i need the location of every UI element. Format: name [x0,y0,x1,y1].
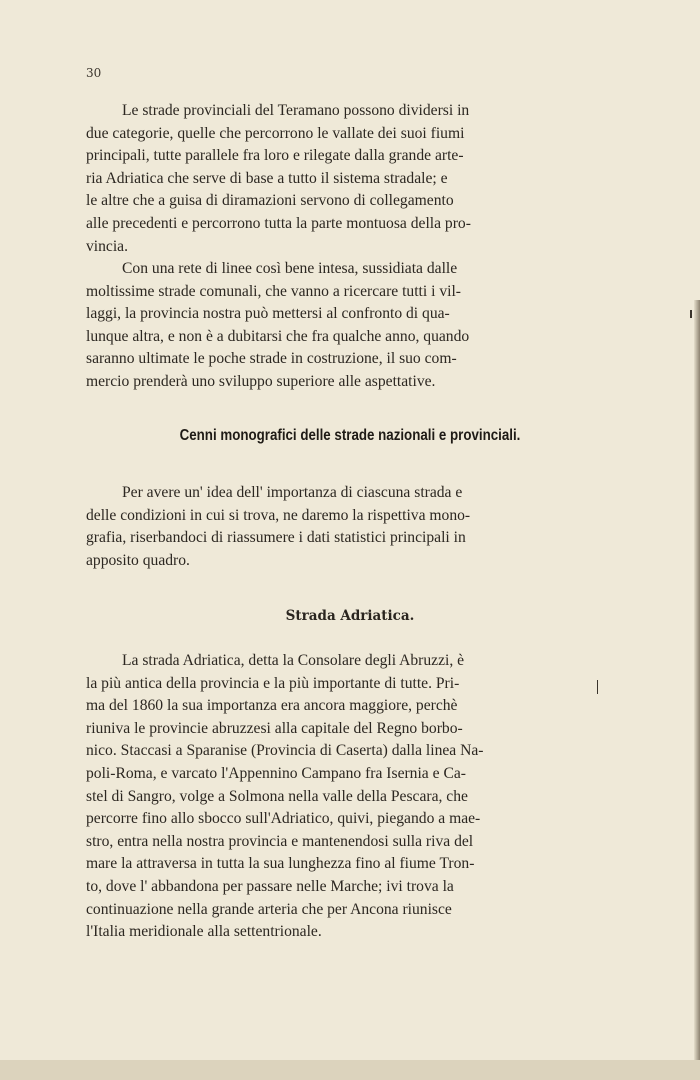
line-text: delle condizioni in cui si trova, ne daremo la rispettiva mono- [86,506,471,524]
text-line [86,258,586,281]
line-text: vincia. [86,237,128,255]
line-text: la più antica della provincia e la più importante di tutte. Pri- [86,674,460,692]
line-text: stel di Sangro, volge a Solmona nella valle della Pescara, che [86,787,468,805]
text-line [86,527,586,550]
line-text: lunque altra, e non è a dubitarsi che fra qualche anno, quando [86,327,470,345]
text-line [86,695,586,718]
text-line [86,123,586,146]
text-line [86,808,586,831]
text-line [86,190,586,213]
text-line [86,740,586,763]
text-line [86,168,586,191]
text-line [86,100,586,123]
line-text: mercio prenderà uno sviluppo superiore alle aspettative. [86,372,436,390]
text-line [86,482,586,505]
text-line [86,763,586,786]
edge-speck [690,310,692,318]
line-text: saranno ultimate le poche strade in costruzione, il suo com- [86,350,457,368]
text-line [86,786,586,809]
text-line [86,899,586,922]
text-line [86,876,586,899]
text-line [86,145,586,168]
paragraph-4 [86,650,586,944]
text-line [86,831,586,854]
section-heading: Cenni monografici delle strade nazionali e provinciali. [179,427,521,444]
text-line [86,673,586,696]
text-line [86,718,586,741]
line-text: Per avere un' idea dell' importanza di ciascuna strada e [122,484,463,501]
line-text: Con una rete di linee così bene intesa, sussidiata dalle [122,260,458,277]
text-line [86,550,586,573]
line-text: alle precedenti e percorrono tutta la parte montuosa della pro- [86,214,471,232]
sub-heading: Strada Adriatica. [285,608,415,624]
line-text: percorre fino allo sbocco sull'Adriatico, quivi, piegando a mae- [86,810,481,828]
line-text: ria Adriatica che serve di base a tutto il sistema stradale; e [86,169,448,187]
line-text: nico. Staccasi a Sparanise (Provincia di Caserta) dalla linea Na- [86,742,484,760]
text-line [86,213,586,236]
line-text: Le strade provinciali del Teramano possono dividersi in [122,102,470,119]
text-line [86,853,586,876]
text-line [86,650,586,673]
page-bottom-edge [0,1060,700,1080]
line-text: le altre che a guisa di diramazioni servono di collegamento [86,192,454,210]
line-text: stro, entra nella nostra provincia e mantenendosi sulla riva del [86,832,474,850]
text-line [86,371,586,394]
line-text: riuniva le provincie abruzzesi alla capitale del Regno borbo- [86,719,463,737]
line-text: apposito quadro. [86,551,190,569]
text-line [86,348,586,371]
paragraph-2 [86,258,586,394]
text-line [86,505,586,528]
text-line [86,236,586,259]
line-text: poli-Roma, e varcato l'Appennino Campano fra Isernia e Ca- [86,764,466,782]
paragraph-1 [86,100,586,258]
page-number: 30 [86,66,102,80]
page-right-edge [694,300,700,1060]
line-text: continuazione nella grande arteria che per Ancona riunisce [86,900,452,918]
line-text: moltissime strade comunali, che vanno a ricercare tutti i vil- [86,282,461,300]
line-text: mare la attraversa in tutta la sua lunghezza fino al fiume Tron- [86,855,475,873]
paragraph-3 [86,482,586,572]
line-text: to, dove l' abbandona per passare nelle Marche; ivi trova la [86,877,454,895]
text-line [86,326,586,349]
line-text: l'Italia meridionale alla settentrionale. [86,923,322,941]
line-text: principali, tutte parallele fra loro e rilegate dalla grande arte- [86,147,464,165]
line-text: laggi, la provincia nostra può mettersi al confronto di qua- [86,305,450,323]
line-text: La strada Adriatica, detta la Consolare degli Abruzzi, è [122,652,465,669]
line-text: due categorie, quelle che percorrono le vallate dei suoi fiumi [86,124,465,142]
text-line [86,281,586,304]
line-text: ma del 1860 la sua importanza era ancora maggiore, perchè [86,697,458,715]
text-line [86,303,586,326]
edge-speck [597,680,598,694]
text-line [86,921,586,944]
line-text: grafia, riserbandoci di riassumere i dati statistici principali in [86,529,466,547]
